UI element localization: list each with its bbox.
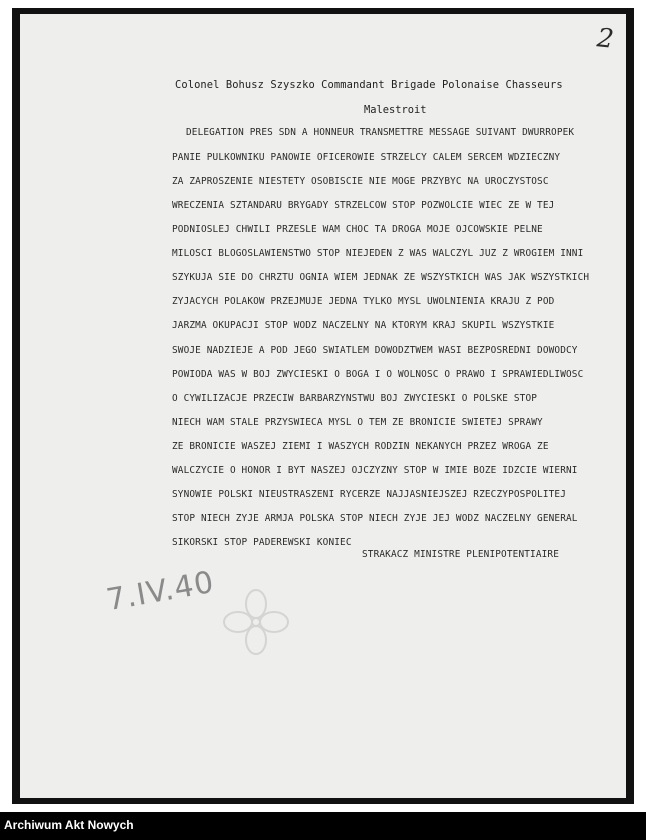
body-line: STOP NIECH ZYJE ARMJA POLSKA STOP NIECH ZYJE JEJ WODZ NACZELNY GENERAL [172,513,578,524]
body-line: DELEGATION PRES SDN A HONNEUR TRANSMETTRE MESSAGE SUIVANT DWURROPEK [186,127,575,138]
body-line: ZA ZAPROSZENIE NIESTETY OSOBISCIE NIE MOGE PRZYBYC NA UROCZYSTOSC [172,176,549,187]
body-line: POWIODA WAS W BOJ ZWYCIESKI O BOGA I O WOLNOSC O PRAWO I SPRAWIEDLIWOSC [172,369,584,380]
body-line: PANIE PULKOWNIKU PANOWIE OFICEROWIE STRZELCY CALEM SERCEM WDZIECZNY [172,152,561,163]
body-line: NIECH WAM STALE PRZYSWIECA MYSL O TEM ZE BRONICIE SWIETEJ SPRAWY [172,417,543,428]
archive-footer [0,812,646,840]
faint-stamp-icon [220,586,292,658]
archive-name: Archiwum Akt Nowych [4,818,134,832]
body-line: SZYKUJA SIE DO CHRZTU OGNIA WIEM JEDNAK ZE WSZYSTKICH WAS JAK WSZYSTKICH [172,272,590,283]
body-line: SIKORSKI STOP PADEREWSKI KONIEC [172,537,352,548]
body-line: WALCZYCIE O HONOR I BYT NASZEJ OJCZYZNY STOP W IMIE BOZE IDZCIE WIERNI [172,465,578,476]
body-line: SWOJE NADZIEJE A POD JEGO SWIATLEM DOWODZTWEM WASI BEZPOSREDNI DOWODCY [172,345,578,356]
body-line: JARZMA OKUPACJI STOP WODZ NACZELNY NA KTORYM KRAJ SKUPIL WSZYSTKIE [172,320,555,331]
body-line: ZE BRONICIE WASZEJ ZIEMI I WASZYCH RODZIN NEKANYCH PRZEZ WROGA ZE [172,441,549,452]
body-line: PODNIOSLEJ CHWILI PRZESLE WAM CHOC TA DROGA MOJE OJCOWSKIE PELNE [172,224,543,235]
body-line: SYNOWIE POLSKI NIEUSTRASZENI RYCERZE NAJJASNIEJSZEJ RZECZYPOSPOLITEJ [172,489,567,500]
recipient-header: Colonel Bohusz Szyszko Commandant Brigade Polonaise Chasseurs [175,79,563,91]
body-line: MILOSCI BLOGOSLAWIENSTWO STOP NIEJEDEN Z WAS WALCZYL JUZ Z WROGIEM INNI [172,248,584,259]
recipient-city: Malestroit [364,104,427,116]
body-line: WRECZENIA SZTANDARU BRYGADY STRZELCOW STOP POZWOLCIE WIEC ZE W TEJ [172,200,555,211]
body-line: ZYJACYCH POLAKOW PRZEJMUJE JEDNA TYLKO MYSL UWOLNIENIA KRAJU Z POD [172,296,555,307]
handwritten-date: 7.IV.40 [103,564,218,619]
body-line: O CYWILIZACJE PRZECIW BARBARZYNSTWU BOJ ZWYCIESKI O POLSKE STOP [172,393,538,404]
page-number: 2 [595,23,616,55]
sender-signature: STRAKACZ MINISTRE PLENIPOTENTIAIRE [362,549,560,560]
